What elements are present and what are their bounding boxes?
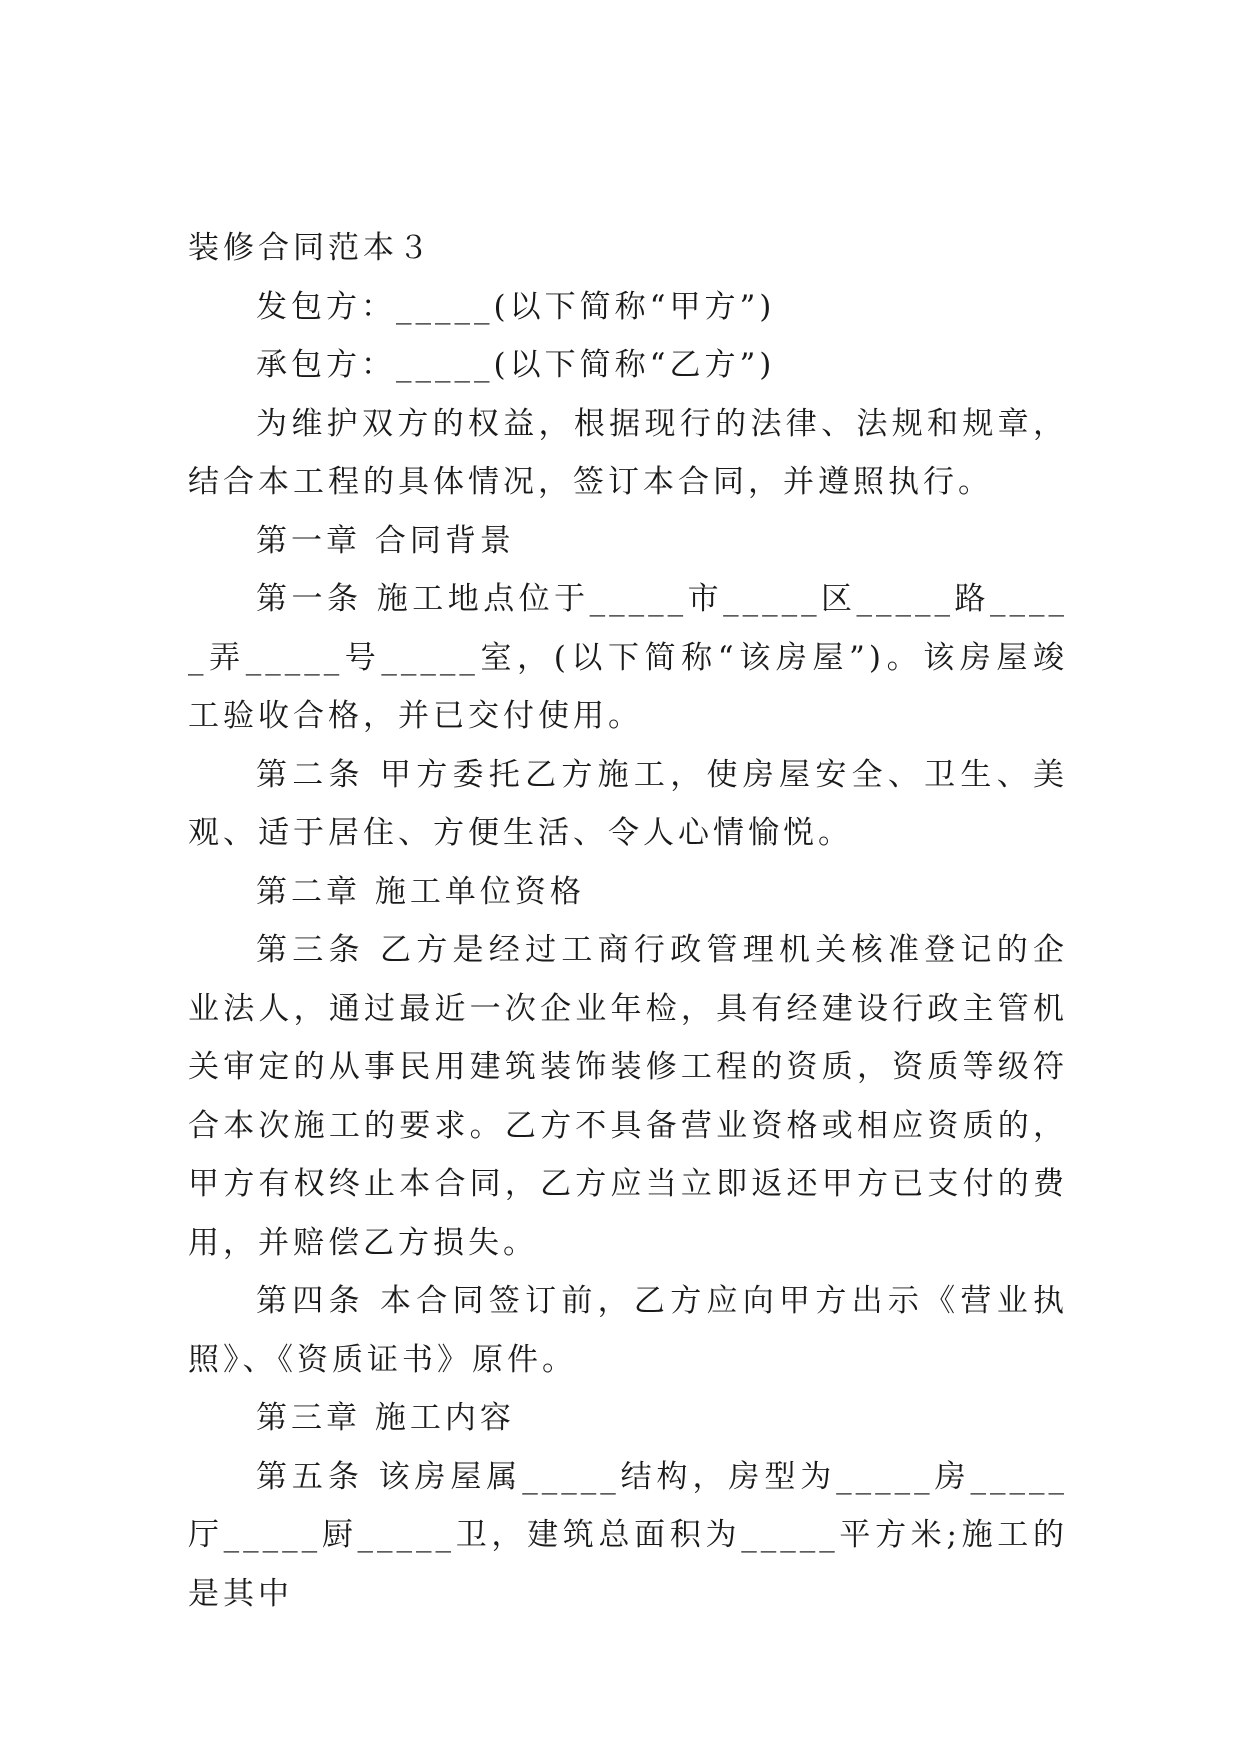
party-b-line: 承包方：_____(以下简称“乙方”): [256, 347, 776, 383]
party-a-line: 发包方：_____(以下简称“甲方”): [256, 288, 776, 325]
chapter-heading: 第一章 合同背景: [256, 522, 515, 559]
article-paragraph: 第五条 该房屋属_____结构，房型为_____房_____厅_____厨_____卫，建筑总面积为_____平方米;施工的是其中: [188, 1458, 1068, 1612]
article-paragraph: 第二条 甲方委托乙方施工，使房屋安全、卫生、美观、适于居住、方便生活、令人心情愉悦。: [188, 756, 1068, 851]
article-paragraph: 第一条 施工地点位于_____市_____区_____路_____弄_____号_____室，(以下简称“该房屋”)。该房屋竣工验收合格，并已交付使用。: [188, 581, 1068, 734]
chapter-heading: 第二章 施工单位资格: [256, 873, 585, 910]
article-paragraph: 第三条 乙方是经过工商行政管理机关核准登记的企业法人，通过最近一次企业年检，具有经建设行政主管机关审定的从事民用建筑装饰装修工程的资质，资质等级符合本次施工的要求。乙方不具备营业资格或相应资质的，甲方有权终止本合同，乙方应当立即返还甲方已支付的费用，并赔偿乙方损失。: [188, 932, 1068, 1261]
preamble-paragraph: 为维护双方的权益，根据现行的法律、法规和规章，结合本工程的具体情况，签订本合同，并遵照执行。: [188, 405, 1068, 500]
article-paragraph: 第四条 本合同签订前，乙方应向甲方出示《营业执照》、《资质证书》原件。: [188, 1283, 1068, 1378]
document-title: 装修合同范本３: [188, 230, 433, 266]
document-body: [188, 219, 1068, 1623]
chapter-heading: 第三章 施工内容: [256, 1400, 515, 1436]
